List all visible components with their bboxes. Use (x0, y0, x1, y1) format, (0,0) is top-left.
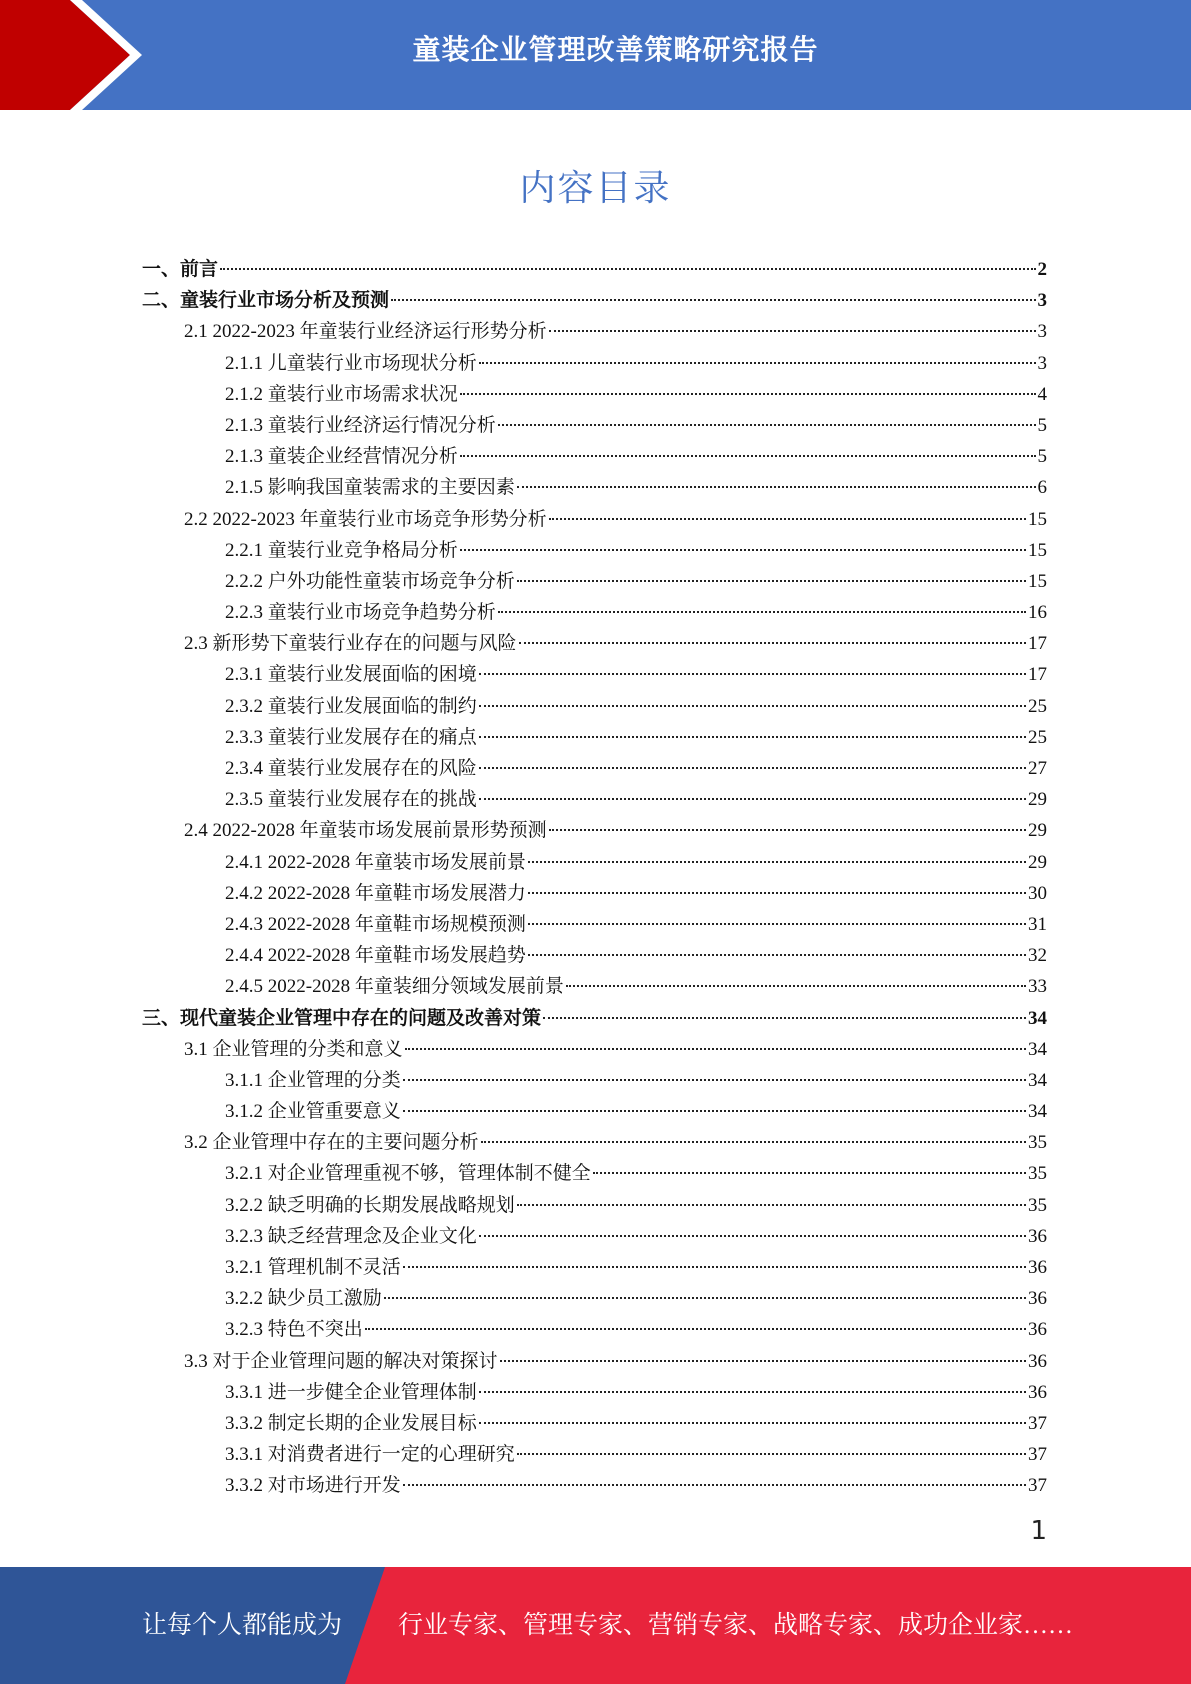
toc-dot-leader (391, 299, 1035, 301)
toc-entry[interactable] (142, 1283, 1047, 1314)
toc-dot-leader (479, 705, 1026, 707)
toc-entry-page: 30 (1028, 882, 1047, 904)
toc-entry-label: 2.4.5 2022-2028 年童装细分领域发展前景 (225, 976, 564, 998)
toc-entry[interactable] (142, 472, 1047, 503)
toc-title: 内容目录 (519, 168, 672, 209)
toc-entry-page: 35 (1028, 1132, 1047, 1154)
toc-entry-label: 3.3.2 对市场进行开发 (225, 1475, 401, 1497)
toc-entry[interactable] (142, 535, 1047, 566)
toc-dot-leader (479, 1391, 1026, 1393)
toc-dot-leader (384, 1297, 1026, 1299)
toc-entry[interactable] (142, 1377, 1047, 1408)
toc-entry-page: 17 (1028, 664, 1047, 686)
toc-entry-page: 34 (1028, 1038, 1047, 1060)
toc-entry-page: 37 (1028, 1475, 1047, 1497)
toc-entry-page: 36 (1028, 1350, 1047, 1372)
report-footer (0, 1567, 1191, 1684)
toc-entry[interactable] (142, 441, 1047, 472)
toc-entry-label: 2.2.3 童装行业市场竞争趋势分析 (225, 602, 496, 624)
toc-entry-page: 34 (1028, 1007, 1047, 1029)
toc-entry[interactable] (142, 316, 1047, 347)
toc-entry-label: 3.1 企业管理的分类和意义 (184, 1038, 403, 1060)
toc-entry-page: 34 (1028, 1069, 1047, 1091)
toc-entry-page: 27 (1028, 758, 1047, 779)
toc-entry[interactable] (142, 659, 1047, 690)
toc-entry[interactable] (142, 1346, 1047, 1377)
toc-entry-label: 3.2 企业管理中存在的主要问题分析 (184, 1132, 479, 1154)
toc-dot-leader (403, 1110, 1026, 1112)
toc-dot-leader (220, 268, 1035, 270)
toc-dot-leader (549, 518, 1026, 520)
toc-entry-page: 35 (1028, 1194, 1047, 1216)
toc-dot-leader (517, 580, 1026, 582)
toc-entry-page: 4 (1037, 383, 1047, 405)
toc-entry[interactable] (142, 410, 1047, 441)
toc-entry-label: 2.3.5 童装行业发展存在的挑战 (225, 789, 477, 811)
toc-entry-label: 2.1 2022-2023 年童装行业经济运行形势分析 (184, 321, 547, 343)
toc-entry-label: 2.3 新形势下童装行业存在的问题与风险 (184, 633, 517, 655)
toc-entry-page: 25 (1028, 726, 1047, 748)
toc-entry-page: 15 (1028, 539, 1047, 561)
toc-dot-leader (479, 767, 1026, 769)
toc-entry-label: 3.3.2 制定长期的企业发展目标 (225, 1412, 477, 1434)
toc-entry-page: 5 (1037, 414, 1047, 436)
toc-entry-page: 32 (1028, 945, 1047, 967)
toc-entry-page: 15 (1028, 508, 1047, 530)
toc-entry[interactable] (142, 285, 1047, 316)
toc-entry-page: 3 (1037, 290, 1047, 312)
toc-dot-leader (460, 393, 1036, 395)
toc-entry-label: 三、现代童装企业管理中存在的问题及改善对策 (142, 1007, 542, 1029)
toc-entry-label: 3.2.3 缺乏经营理念及企业文化 (225, 1225, 477, 1247)
toc-entry-label: 3.2.3 特色不突出 (225, 1319, 363, 1341)
toc-entry[interactable] (142, 1190, 1047, 1221)
toc-entry-page: 25 (1028, 695, 1047, 717)
toc-dot-leader (500, 1360, 1026, 1362)
toc-dot-leader (365, 1328, 1026, 1330)
toc-entry[interactable] (142, 1439, 1047, 1470)
toc-dot-leader (498, 611, 1026, 613)
toc-entry-page: 35 (1028, 1163, 1047, 1185)
toc-dot-leader (479, 362, 1036, 364)
report-header (0, 0, 1191, 110)
toc-entry[interactable] (142, 1470, 1047, 1501)
toc-entry-page: 17 (1028, 633, 1047, 655)
toc-entry-page: 37 (1028, 1444, 1047, 1466)
toc-entry[interactable] (142, 348, 1047, 379)
toc-dot-leader (479, 798, 1026, 800)
toc-dot-leader (403, 1079, 1026, 1081)
toc-dot-leader (566, 985, 1026, 987)
toc-entry-page: 31 (1028, 913, 1047, 935)
toc-entry-label: 2.2.2 户外功能性童装市场竞争分析 (225, 570, 515, 592)
toc-entry-page: 3 (1037, 352, 1047, 374)
toc-entry-page: 29 (1028, 820, 1047, 842)
toc-entry-label: 2.4 2022-2028 年童装市场发展前景形势预测 (184, 820, 547, 842)
toc-entry-label: 3.3.1 进一步健全企业管理体制 (225, 1381, 477, 1403)
toc-dot-leader (517, 486, 1036, 488)
toc-dot-leader (479, 1422, 1026, 1424)
toc-entry-label: 2.3.1 童装行业发展面临的困境 (225, 664, 477, 686)
toc-entry[interactable] (142, 1003, 1047, 1034)
toc-entry-page: 36 (1028, 1288, 1047, 1310)
toc-dot-leader (481, 1141, 1026, 1143)
toc-entry-label: 2.1.3 童装企业经营情况分析 (225, 446, 458, 468)
toc-entry[interactable] (142, 815, 1047, 846)
toc-entry-page: 36 (1028, 1319, 1047, 1341)
toc-entry-label: 2.4.3 2022-2028 年童鞋市场规模预测 (225, 913, 526, 935)
toc-entry[interactable] (142, 940, 1047, 971)
toc-entry-label: 3.3.1 对消费者进行一定的心理研究 (225, 1444, 515, 1466)
toc-dot-leader (479, 673, 1026, 675)
footer-slogan-left: 让每个人都能成为 (142, 1612, 343, 1639)
toc-entry-page: 29 (1028, 789, 1047, 811)
toc-dot-leader (519, 642, 1026, 644)
toc-entry[interactable] (142, 753, 1047, 784)
toc-entry-label: 2.2 2022-2023 年童装行业市场竞争形势分析 (184, 508, 547, 530)
toc-entry-label: 2.3.2 童装行业发展面临的制约 (225, 695, 477, 717)
toc-dot-leader (403, 1484, 1026, 1486)
toc-entry-page: 15 (1028, 570, 1047, 592)
toc-entry[interactable] (142, 847, 1047, 878)
toc-entry[interactable] (142, 1096, 1047, 1127)
toc-dot-leader (549, 330, 1036, 332)
toc-dot-leader (405, 1048, 1026, 1050)
toc-entry-label: 2.2.1 童装行业竞争格局分析 (225, 539, 458, 561)
toc-entry-page: 2 (1037, 259, 1047, 280)
toc-entry-label: 2.1.3 童装行业经济运行情况分析 (225, 414, 496, 436)
toc-entry-label: 2.1.2 童装行业市场需求状况 (225, 383, 458, 405)
toc-entry-label: 一、前言 (142, 259, 219, 280)
toc-entry-label: 2.4.4 2022-2028 年童鞋市场发展趋势 (225, 945, 526, 967)
toc-dot-leader (479, 736, 1026, 738)
toc-entry-label: 2.1.5 影响我国童装需求的主要因素 (225, 477, 515, 499)
toc-entry[interactable] (142, 971, 1047, 1002)
page-number: 1 (1030, 1516, 1047, 1546)
toc-entry-label: 2.4.1 2022-2028 年童装市场发展前景 (225, 851, 526, 873)
toc-dot-leader (460, 549, 1026, 551)
toc-entry[interactable] (142, 1158, 1047, 1189)
toc-dot-leader (528, 892, 1026, 894)
toc-entry-page: 36 (1028, 1381, 1047, 1403)
toc-entry-page: 29 (1028, 851, 1047, 873)
toc-entry-label: 3.1.2 企业管重要意义 (225, 1101, 401, 1123)
toc-entry[interactable] (142, 254, 1047, 285)
toc-entry-label: 3.2.2 缺少员工激励 (225, 1288, 382, 1310)
toc-dot-leader (479, 1235, 1026, 1237)
toc-dot-leader (528, 954, 1026, 956)
toc-dot-leader (528, 923, 1026, 925)
toc-entry-page: 36 (1028, 1225, 1047, 1247)
toc-entry-page: 36 (1028, 1257, 1047, 1278)
toc-entry-label: 3.2.1 对企业管理重视不够，管理体制不健全 (225, 1163, 591, 1185)
toc-entry-label: 2.4.2 2022-2028 年童鞋市场发展潜力 (225, 882, 526, 904)
toc-entry[interactable] (142, 1314, 1047, 1345)
toc-entry-label: 3.2.2 缺乏明确的长期发展战略规划 (225, 1194, 515, 1216)
toc-entry[interactable] (142, 379, 1047, 410)
toc-entry-label: 3.2.1 管理机制不灵活 (225, 1257, 401, 1278)
toc-dot-leader (549, 829, 1026, 831)
toc-dot-leader (517, 1453, 1026, 1455)
toc-entry[interactable] (142, 1065, 1047, 1096)
toc-dot-leader (403, 1266, 1026, 1268)
toc-dot-leader (593, 1172, 1026, 1174)
toc-entry-page: 37 (1028, 1412, 1047, 1434)
toc-entry[interactable] (142, 909, 1047, 940)
toc-entry[interactable] (142, 1034, 1047, 1065)
toc-dot-leader (543, 1017, 1026, 1019)
toc-entry-page: 33 (1028, 976, 1047, 998)
table-of-contents (142, 254, 1047, 1502)
toc-entry-page: 5 (1037, 446, 1047, 468)
toc-entry-page: 34 (1028, 1101, 1047, 1123)
toc-entry-page: 3 (1037, 321, 1047, 343)
toc-entry[interactable] (142, 1408, 1047, 1439)
toc-entry[interactable] (142, 878, 1047, 909)
toc-entry[interactable] (142, 784, 1047, 815)
toc-entry-label: 2.3.3 童装行业发展存在的痛点 (225, 726, 477, 748)
toc-entry[interactable] (142, 1252, 1047, 1283)
toc-dot-leader (528, 861, 1026, 863)
toc-dot-leader (498, 424, 1036, 426)
footer-slogan-right: 行业专家、管理专家、营销专家、战略专家、成功企业家…… (398, 1612, 1074, 1639)
toc-entry-label: 2.1.1 儿童装行业市场现状分析 (225, 352, 477, 374)
toc-entry[interactable] (142, 597, 1047, 628)
toc-entry-label: 2.3.4 童装行业发展存在的风险 (225, 758, 477, 779)
toc-entry[interactable] (142, 628, 1047, 659)
toc-entry-label: 3.3 对于企业管理问题的解决对策探讨 (184, 1350, 498, 1372)
report-title: 童装企业管理改善策略研究报告 (412, 33, 819, 66)
toc-entry[interactable] (142, 566, 1047, 597)
toc-dot-leader (460, 455, 1036, 457)
toc-entry-label: 二、童装行业市场分析及预测 (142, 290, 390, 312)
toc-entry-label: 3.1.1 企业管理的分类 (225, 1069, 401, 1091)
toc-entry[interactable] (142, 1127, 1047, 1158)
toc-entry[interactable] (142, 504, 1047, 535)
toc-entry-page: 16 (1028, 602, 1047, 624)
toc-entry[interactable] (142, 722, 1047, 753)
toc-entry[interactable] (142, 1221, 1047, 1252)
toc-dot-leader (517, 1204, 1026, 1206)
toc-entry[interactable] (142, 691, 1047, 722)
toc-entry-page: 6 (1037, 477, 1047, 499)
